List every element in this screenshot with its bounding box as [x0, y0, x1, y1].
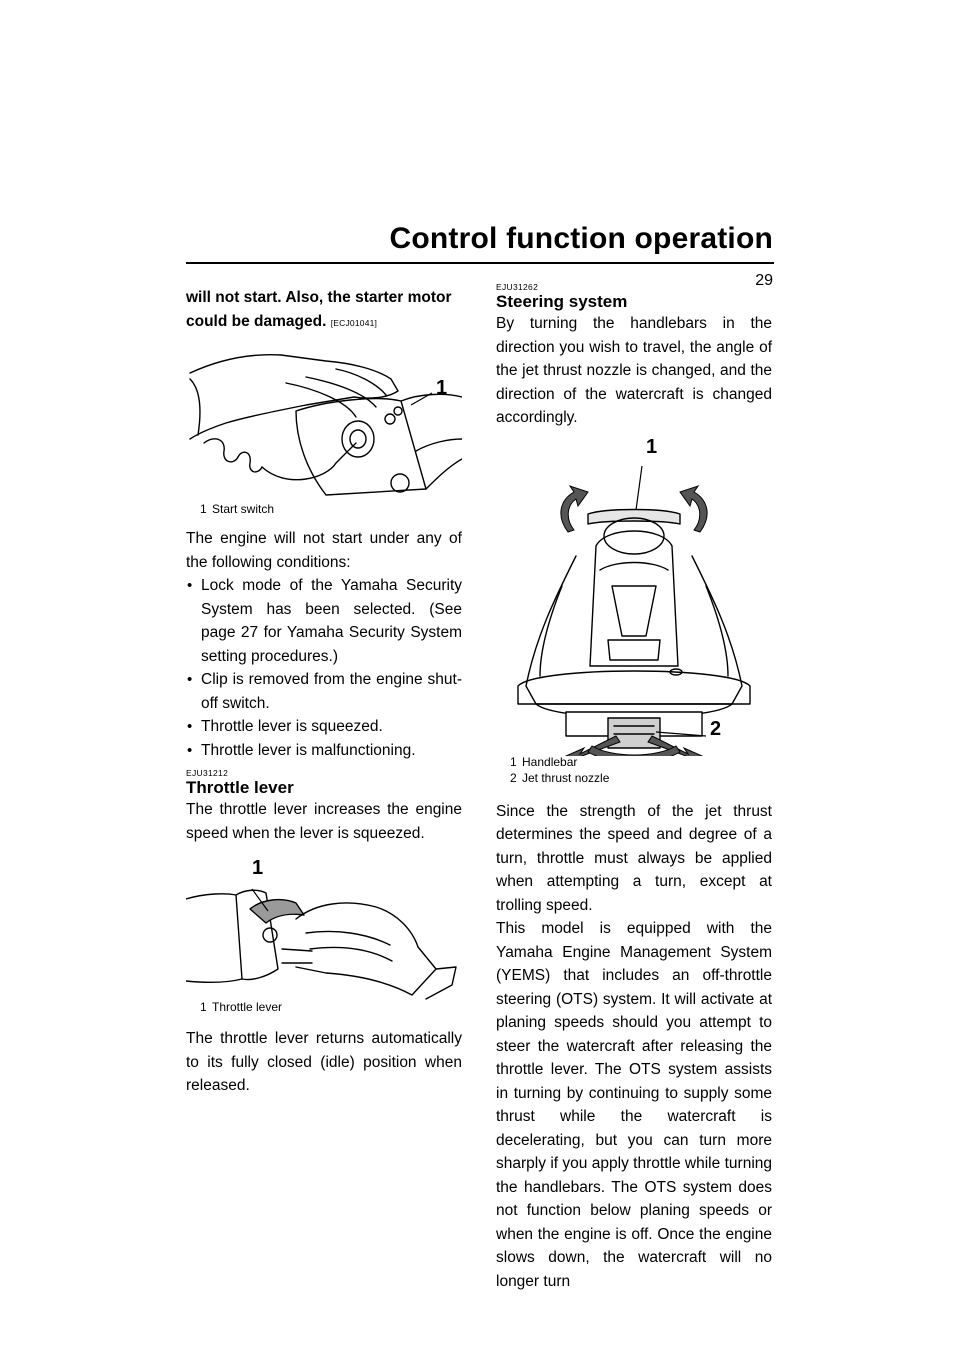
conditions-list [186, 574, 462, 762]
throttle-return-text: The throttle lever returns automatically to its fully closed (idle) position when released. [186, 1030, 462, 1094]
section-title-steering-system: Steering system [496, 292, 628, 311]
right-column [496, 282, 772, 1293]
ots-paragraph: This model is equipped with the Yamaha Engine Management System (YEMS) that includes an off-throttle steering (OTS) system. It will activate at planing speeds should you attempt to steer the watercraft after releasing the throttle lever. The OTS system assists in turning by continuing to supply some thrust while the watercraft is decelerating, but you can turn more sharply if you apply throttle while turning the handlebars. The OTS system does not function below planing speeds or when the engine is off. Once the engine slows down, the watercraft will no longer turn [496, 920, 772, 1290]
legend-number: 1 [200, 502, 207, 516]
conditions-intro: The engine will not start under any of the following conditions: [186, 530, 462, 571]
figure-legend [186, 999, 282, 1015]
throttle-lever-description: The throttle lever increases the engine speed when the lever is squeezed. [186, 801, 462, 842]
legend-label: Jet thrust nozzle [522, 770, 610, 785]
turning-paragraph: Since the strength of the jet thrust determines the speed and degree of a turn, throttle must always be applied when attempting a turn, except at trolling speed. [496, 802, 772, 914]
list-item: • Throttle lever is malfunctioning. [186, 739, 462, 763]
section-code: EJU31262 [496, 282, 539, 292]
legend-label: Start switch [212, 502, 275, 516]
list-item: • Throttle lever is squeezed. [186, 715, 462, 739]
start-switch-illustration [186, 339, 462, 499]
list-item: • Clip is removed from the engine shut-off switch. [186, 668, 462, 715]
callout-number: 1 [436, 377, 448, 399]
watercraft-illustration [496, 436, 772, 756]
throttle-lever-figure [186, 859, 462, 1019]
warning-text: will not start. Also, the starter motor could be damaged. [ECJ01041] [186, 289, 452, 330]
figure-legend [186, 501, 274, 517]
callout-number: 1 [252, 857, 264, 879]
list-item: • Lock mode of the Yamaha Security System has been selected. (See page 27 for Yamaha Security System setting procedures.) [186, 574, 462, 668]
figure-legend [496, 754, 609, 786]
start-switch-figure [186, 339, 462, 519]
callout-number: 1 [646, 435, 658, 458]
callout-number: 2 [710, 717, 722, 740]
steering-figure [496, 436, 772, 792]
page-number: 29 [755, 272, 773, 289]
section-code: EJU31212 [186, 768, 229, 778]
legend-number: 2 [510, 770, 517, 785]
section-title-throttle-lever: Throttle lever [186, 778, 294, 797]
page-title: Control function operation [389, 222, 773, 255]
legend-label: Throttle lever [212, 1000, 283, 1014]
warning-code: [ECJ01041] [330, 317, 378, 328]
header-rule [186, 262, 774, 264]
throttle-lever-illustration [186, 859, 462, 1005]
legend-number: 1 [510, 754, 517, 769]
left-column [186, 286, 462, 1098]
steering-description: By turning the handlebars in the direction you wish to travel, the angle of the jet thrust nozzle is changed, and the direction of the watercraft is changed accordingly. [496, 315, 772, 426]
legend-number: 1 [200, 1000, 207, 1014]
legend-label: Handlebar [522, 754, 578, 769]
